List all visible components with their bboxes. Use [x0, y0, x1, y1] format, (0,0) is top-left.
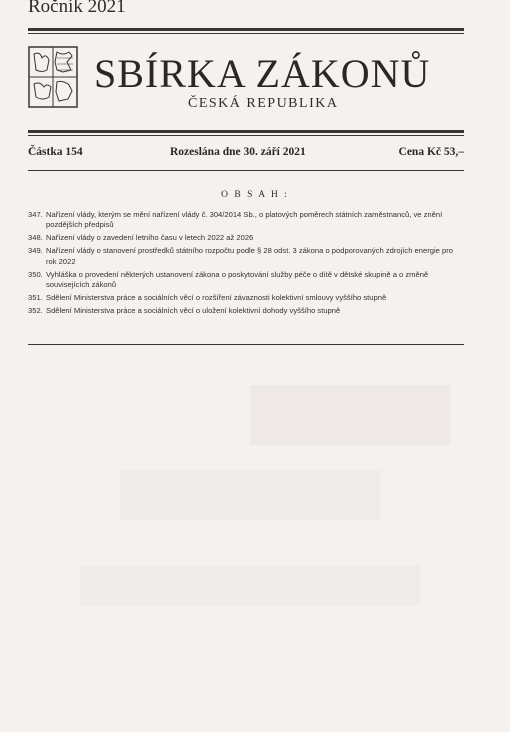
- issue-price: Cena Kč 53,–: [398, 146, 464, 158]
- gazette-title: SBÍRKA ZÁKONŮ: [94, 51, 431, 96]
- item-text: Nařízení vlády, kterým se mění nařízení vlády č. 304/2014 Sb., o platových poměrech státních zaměstnanců, ve znění pozdějších předpisů: [46, 210, 443, 230]
- header-rule-thin: [28, 135, 464, 136]
- issue-rule: [28, 170, 464, 171]
- contents-item[interactable]: [28, 246, 464, 267]
- contents-item[interactable]: [28, 233, 464, 243]
- top-rule: [28, 28, 464, 31]
- item-number: 350.: [28, 269, 43, 279]
- issue-info: [28, 146, 464, 162]
- contents-list: [28, 210, 464, 319]
- contents-item[interactable]: [28, 293, 464, 303]
- contents-heading: O B S A H :: [221, 190, 289, 200]
- gazette-subtitle: ČESKÁ REPUBLIKA: [188, 96, 339, 111]
- item-text: Nařízení vlády o stanovení prostředků státního rozpočtu podle § 28 odst. 3 zákona o podporovaných zdrojích energie pro rok 2022: [46, 246, 453, 266]
- contents-end-rule: [28, 344, 464, 345]
- header-rule: [28, 130, 464, 133]
- item-text: Sdělení Ministerstva práce a sociálních věcí o uložení kolektivní dohody vyššího stupně: [46, 305, 341, 315]
- bleed-through-shade: [80, 565, 420, 605]
- year-label: Ročník 2021: [28, 0, 126, 17]
- bleed-through-shade: [250, 385, 450, 445]
- contents-item[interactable]: [28, 270, 464, 291]
- item-number: 348.: [28, 233, 43, 243]
- bleed-through-shade: [120, 470, 380, 520]
- item-number: 347.: [28, 210, 43, 219]
- item-text: Vyhláška o provedení některých ustanovení zákona o poskytování služby péče o dítě v dětské skupině a o změně souvisejících zákonů: [46, 269, 429, 289]
- item-text: Nařízení vlády o zavedení letního času v letech 2022 až 2026: [46, 233, 254, 243]
- contents-item[interactable]: [28, 306, 464, 316]
- top-rule-thin: [28, 33, 464, 34]
- issue-distributed: Rozeslána dne 30. září 2021: [170, 146, 306, 158]
- item-number: 352.: [28, 305, 43, 315]
- item-number: 351.: [28, 292, 43, 302]
- issue-part: Částka 154: [28, 146, 83, 158]
- state-emblem-icon: [28, 46, 78, 108]
- item-text: Sdělení Ministerstva práce a sociálních věcí o rozšíření závaznosti kolektivní smlouvy vyššího stupně: [46, 292, 387, 302]
- item-number: 349.: [28, 246, 43, 256]
- contents-item[interactable]: [28, 210, 464, 231]
